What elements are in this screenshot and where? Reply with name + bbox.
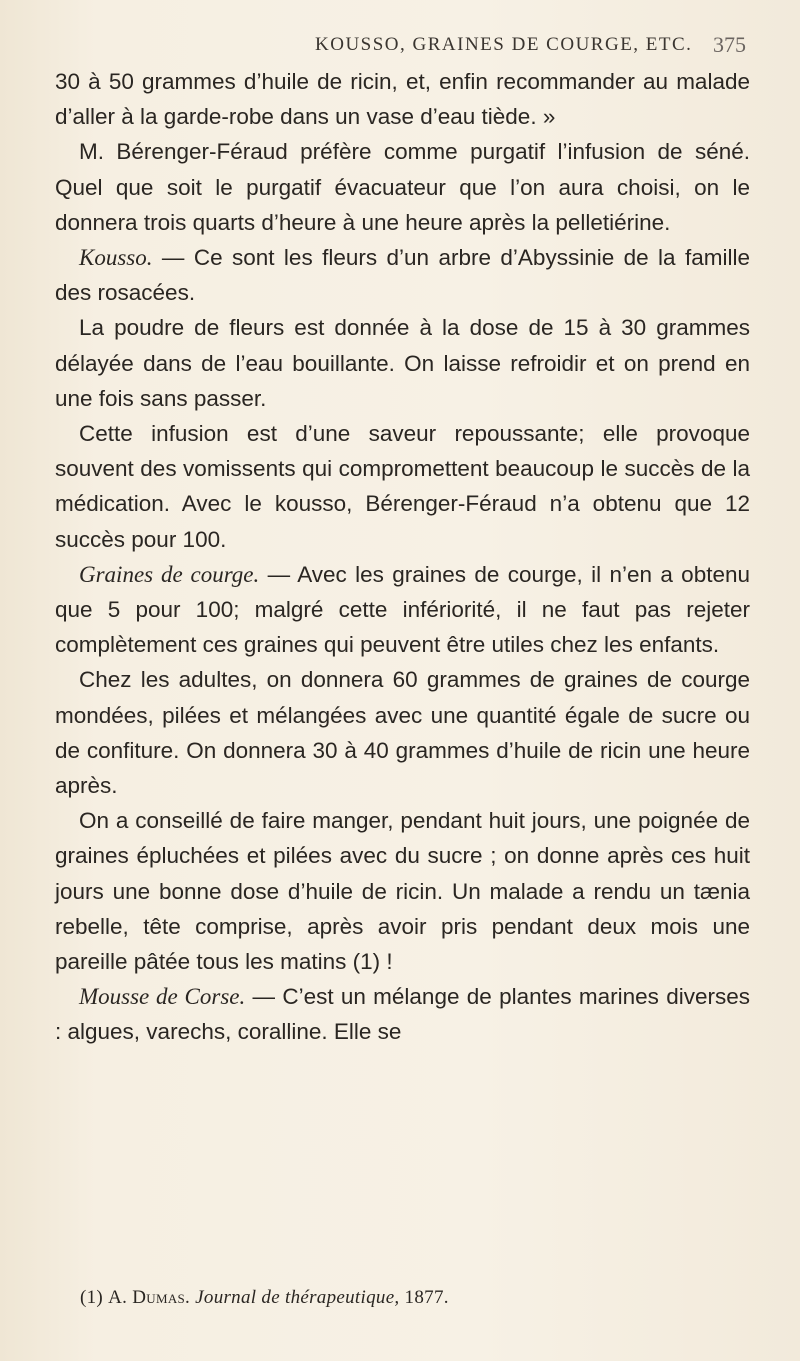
paragraph-graines-text: — Avec les graines de courge, il n’en a obtenu que 5 pour 100; malgré cette infériorité, il ne faut pas rejeter complètement ces graines qui peuvent être utiles chez les enfants. bbox=[55, 561, 750, 658]
paragraph-graines bbox=[55, 557, 750, 663]
paragraph-continuation: 30 à 50 grammes d’huile de ricin, et, enfin recommander au malade d’aller à la garde-robe dans un vase d’eau tiède. » bbox=[55, 69, 750, 130]
page-number: 375 bbox=[713, 32, 746, 57]
running-head bbox=[55, 28, 750, 64]
footnote-author: A. Dumas. bbox=[108, 1287, 191, 1308]
paragraph-kousso-text: — Ce sont les fleurs d’un arbre d’Abyssinie de la famille des rosacées. bbox=[55, 245, 750, 306]
section-heading-kousso: Kousso. bbox=[79, 245, 153, 271]
paragraph-mousse bbox=[55, 979, 750, 1049]
paragraph-adultes: Chez les adultes, on donnera 60 grammes de graines de courge mondées, pilées et mélangées avec une quantité égale de sucre ou de confiture. On donnera 30 à 40 grammes d’huile de ricin une heure après. bbox=[55, 667, 750, 799]
section-heading-mousse: Mousse de Corse. bbox=[79, 984, 246, 1010]
paragraph-conseil: On a conseillé de faire manger, pendant huit jours, une poignée de graines épluchées et pilées avec du sucre ; on donne après ces huit jours une bonne dose d’huile de ricin. Un malade a rendu un tænia rebelle, tête comprise, après avoir pris pendant deux mois une pareille pâtée tous les matins (1) ! bbox=[55, 808, 750, 975]
footnote-journal: Journal de thérapeutique, bbox=[195, 1287, 400, 1308]
paragraph-kousso bbox=[55, 240, 750, 310]
paragraph-poudre: La poudre de fleurs est donnée à la dose de 15 à 30 grammes délayée dans de l’eau bouillante. On laisse refroidir et on prend en une fois sans passer. bbox=[55, 315, 750, 411]
paragraph-mousse-text: — C’est un mélange de plantes marines diverses : algues, varechs, coralline. Elle se bbox=[55, 984, 750, 1045]
running-title: KOUSSO, GRAINES DE COURGE, ETC. bbox=[315, 34, 693, 55]
footnote bbox=[80, 1287, 449, 1309]
section-heading-graines: Graines de courge. bbox=[79, 561, 260, 587]
paragraph-infusion: Cette infusion est d’une saveur repoussante; elle provoque souvent des vomissents qui compromettent beaucoup le succès de la médication. Avec le kousso, Bérenger-Féraud n’a obtenu que 12 succès pour 100. bbox=[55, 421, 750, 552]
paragraph-senne: M. Bérenger-Féraud préfère comme purgatif l’infusion de séné. Quel que soit le purgatif évacuateur que l’on aura choisi, on le donnera trois quarts d’heure à une heure après la pelletiérine. bbox=[55, 139, 750, 235]
footnote-marker: (1) bbox=[80, 1287, 104, 1308]
footnote-year: 1877. bbox=[404, 1287, 449, 1308]
page-content bbox=[55, 28, 750, 1050]
body-text bbox=[55, 64, 750, 1050]
